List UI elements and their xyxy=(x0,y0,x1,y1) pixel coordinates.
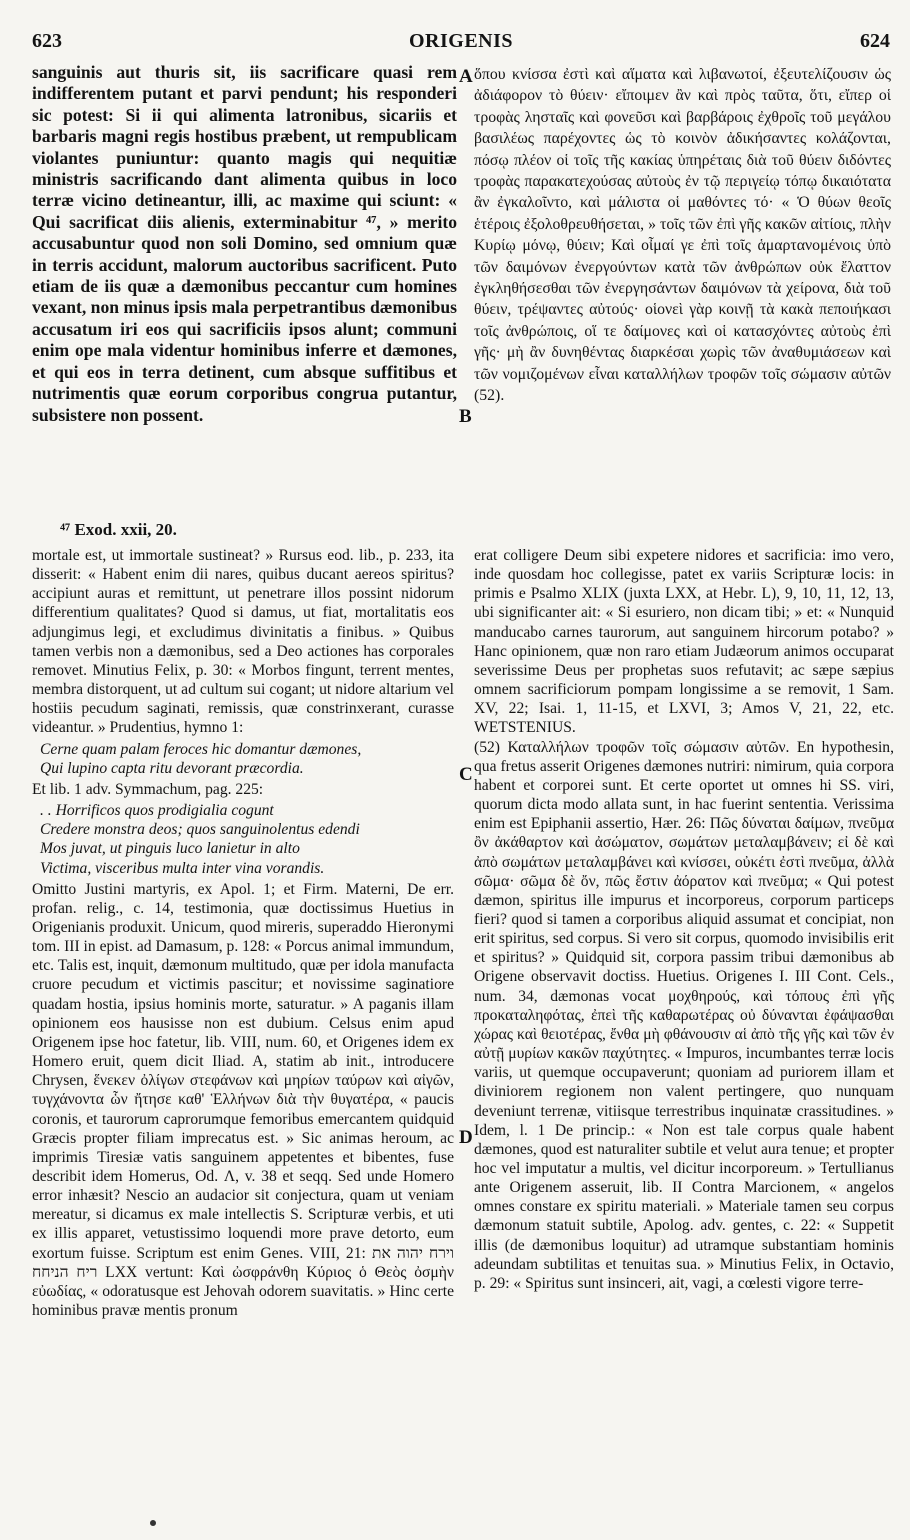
latin-main-text: sanguinis aut thuris sit, iis sacrificare quasi rem indifferentem putant et parvi pendunt; his responderi sic potest: Si ii qui alimenta latronibus, sicariis et barbaris magni regis hostibus præbent, ut rempublicam violantes puniuntur: quanto magis qui nequitiæ ministris sacrificando dant alimenta quibus in loco terræ vicino detineantur, illi, ac maxime qui sciunt: « Qui sacrificat diis alienis, exterminabitur ⁴⁷, » merito accusabuntur quod non soli Domino, sed omnium quæ in terris accidunt, malorum auctoribus sacrificent. Puto etiam de iis quæ a dæmonibus peccantur cum homines vexant, non minus ipsis mala perpetrantibus dæmonibus accusatum iri eos qui sacrificiis ipsos alunt; communi enim ope mala videntur hominibus inferre et dæmones, et qui eos in terra detinent, cum absque suffitibus et nutrimentis quæ eorum corporibus congrua putantur, subsistere non possent. xyxy=(32,62,457,425)
print-mark xyxy=(150,1520,156,1526)
poem-prudentius-1 xyxy=(32,740,454,778)
page-number-right: 624 xyxy=(860,30,890,52)
margin-marker-a: A xyxy=(459,66,473,87)
latin-main-column xyxy=(32,62,457,426)
page-number-left: 623 xyxy=(32,30,62,52)
poem-line: Cerne quam palam feroces hic domantur dæmones, xyxy=(40,740,362,758)
notes-right-column xyxy=(474,546,894,1293)
greek-main-text: ὅπου κνίσσα ἐστὶ καὶ αἵματα καὶ λιβανωτοί, ἐξευτελίζουσιν ὡς ἀδιάφορον τὸ θύειν· εἴποιμεν ἂν καὶ πρὸς ταῦτα, ὅτι, εἴπερ οἱ τροφὰς λησταῖς καὶ φονεῦσι καὶ βαρβάροις ἐχθροῖς τοῦ μεγάλου βασιλέως παρέχοντες ὡς τὸ κοινὸν ἀδικήσαντες κολάζονται, πόσῳ πλέον οἱ τοῖς τῆς κακίας ὑπηρέταις διὰ τοῦ θύειν διδόντες τροφὰς παρακατεχούσας αὐτοὺς ἐν τῷ περιγείῳ τόπῳ δικαιότατα ἂν ἐγκαλοῖντο, καὶ μάλιστα οἱ μαθόντες τό· « Ὁ θύων θεοῖς ἑτέροις ἐξολοθρευθήσεται, » τοῖς τῶν ἐπὶ γῆς κακῶν αἰτίοις, πλὴν Κυρίῳ μόνῳ, θύειν; Καὶ οἶμαί γε ἐπὶ τοῖς ἁμαρτανομένοις ὑπὸ τῶν δαιμόνων ἐνεργούντων κατὰ τῶν ἀνθρώπων οὐκ ἔλαττον ἐγκληθήσεσθαι τῶν ἐνεργησάντων δαιμόνων τὰ χείρονα, διὰ τοῦ θύειν, τρέψαντες αὐτούς· οἱονεὶ γὰρ κοινῇ τὰ κακὰ πεποιήκασι τοῖς ἀνθρώποις, οἵ τε δαίμονες καὶ οἱ κατασχόντες αὐτοὺς ἐπὶ γῆς· μὴ ἂν δυνηθέντας διαρκέσαι χωρὶς τῶν ἀναθυμιάσεων καὶ τῶν νομιζομένων εἶναι καταλλήλων τροφῶν τοῖς σώμασιν αὐτῶν (52). xyxy=(474,66,891,405)
poem-line: Victima, visceribus multa inter vina vorandis. xyxy=(40,859,325,877)
poem-prudentius-2 xyxy=(32,801,454,878)
poem-line: Qui lupino capta ritu devorant præcordia. xyxy=(40,759,304,777)
notes-left-paragraph-3: Omitto Justini martyris, ex Apol. 1; et Firm. Materni, De err. profan. relig., c. 14, testimonia, quæ doctissimus Huetius in Origenianis produxit. Unicum, quod mireris, superaddo Hieronymi tom. III in epist. ad Damasum, p. 128: « Porcus animal immundum, etc. Talis est, inquit, dæmonum multitudo, quæ per idola manufacta cruore pecudum et victimis pascitur; et novissime saginatiore quadam hostia, ipsius hominis morte, saturatur. » A paganis illam opinionem eos hausisse non est dubium. Celsus enim apud Origenem ipse hoc fatetur, lib. VIII, num. 60, et Origenes idem ex Homero eruit, quem dicit Iliad. A, statim ab init., introducere Chrysen, ἕνεκεν ὀλίγων στεφάνων καὶ μηρίων ταύρων καὶ αἰγῶν, τυγχάνοντα ὧν ἤτησε καθ' Ἑλλήνων διὰ τὴν θυγατέρα, « paucis coronis, et taurorum caprorumque femoribus emercantem quidquid Græcis propter filiam imprecatus est. » Sic animas heroum, ac imprimis Tiresiæ vatis sanguinem appetentes et bibentes, fuse describit idem Homerus, Od. Λ, v. 38 et seqq. Sed unde Homero error inhæsit? Nescio an audacior sit conjectura, quam ut veniam mereatur, si dicamus ex male intellectis S. Scripturæ verbis, et uti ex illis apparet, vetustissimo loquendi more prave detorto, eum exortum fuisse. Scriptum est enim Genes. VIII, 21: וירח יהוה את ריח הניחח LXX vertunt: Καὶ ὠσφράνθη Κύριος ὁ Θεὸς ὀσμὴν εὐωδίας, « odoratusque est Jehovah odorem suavitatis. » Hinc certe hominibus pravæ mentis pronum xyxy=(32,880,454,1320)
notes-left-column xyxy=(32,546,454,1320)
poem-line: . . Horrificos quos prodigialia cogunt xyxy=(40,802,274,820)
poem-line: Mos juvat, ut pinguis luco lanietur in alto xyxy=(40,840,300,858)
notes-right-paragraph-2: (52) Καταλλήλων τροφῶν τοῖς σώμασιν αὐτῶν. En hypothesin, qua fretus asserit Origenes dæmones nutriri: nimirum, quia corpora habent et corporei sunt. Et certe oportet ut omnes hi SS. viri, quorum dicta modo allata sunt, in hac fuerint sententia. Verissima enim est Epiphanii assertio, Hær. 26: Πῶς δύναται δαίμων, πνεῦμα ὂν ἀκάθαρτον καὶ ἀσώματον, σωμάτων μεταλαμβάνειν; εἰ δὲ καὶ ἀπὸ σωμάτων μεταλαμβάνει καὶ κνίσσει, οὐκέτι ἐστὶ πνεῦμα, ἀλλὰ σῶμα· σῶμα δὲ ὄν, πῶς ἔστιν ἀόρατον καὶ πνεῦμα; « Qui potest dæmon, spiritus ille impurus et incorporeus, corporum particeps fieri? quod si tamen a corporibus aliquid assumat et concipiat, non erit spiritus, sed corpus. Si vero sit corpus, quomodo invisibilis erit et spiritus? » Quidquid sit, corpora passim tribui dæmonibus ab Origene observavit doctiss. Huetius. Origenes I. III Cont. Cels., num. 34, dæmonas vocat μοχθηρούς, καὶ τόπους ἐπὶ γῆς προκαταληφότας, ἐπεὶ τῆς καθαρωτέρας οὐ δύνανται ἐφάψασθαι χώρας καὶ θειοτέρας, ἔνθα μὴ φθάνουσιν αἱ ἀπὸ τῆς γῆς καὶ τῶν ἐν αὐτῇ μυρίων κακῶν παχύτητες. « Impuros, incumbantes terræ locis variis, ut quemque occupaverunt; quoniam ad puriorem illam et diviniorem regionem non valent pertingere, quo nunquam deveniunt terrenæ, vitiisque terrestribus inquinatæ crassitudines. » Idem, l. 1 De princip.: « Non est tale corpus quale habent dæmones, quod est naturaliter subtile et velut aura tenue; et propter hoc vel imputatur a multis, vel dicitur incorporeum. » Tertullianus ante Origenem asseruit, lib. II Contra Marcionem, « angelos omnes constare ex spiritu materiali. » Materiale tamen seu corpus dæmonum statuit subtile, Apolog. adv. gentes, c. 22: « Suppetit illis (de dæmonibus loquitur) ad utramque substantiam hominis adeundam subtilitas et tenuitas sua. » Minutius Felix, in Octavio, p. 29: « Spiritus sunt insinceri, ait, vagi, a cœlesti vigore terre- xyxy=(474,738,894,1292)
poem-line: Credere monstra deos; quos sanguinolentus edendi xyxy=(40,821,360,839)
margin-marker-d: D xyxy=(459,1127,473,1148)
page-header xyxy=(32,30,890,56)
margin-marker-b: B xyxy=(459,406,472,427)
notes-right-paragraph-1: erat colligere Deum sibi expetere nidores et sacrificia: imo vero, inde quosdam hoc collegisse, patet ex variis Scripturæ locis: in primis e Psalmo XLIX (juxta LXX, at Hebr. L), 9, 10, 11, 12, 13, ubi significanter ait: « Si esuriero, non dicam tibi; » et: « Nunquid manducabo carnes taurorum, aut sanguinem hircorum potabo? » Hanc opinionem, quæ non raro etiam Judæorum animos occuparat severissime Deus per prophetas suos refutavit; ac sæpe sæpius omnem sacrificiorum pompam longissime a se removit, 1 Sam. XV, 22; Isai. 1, 11-15, et LXVI, 3; Amos V, 21, 22, etc. WETSTENIUS. xyxy=(474,547,894,737)
running-title: ORIGENIS xyxy=(408,30,514,52)
margin-marker-c: C xyxy=(459,764,473,785)
notes-left-paragraph-2: Et lib. 1 adv. Symmachum, pag. 225: xyxy=(32,780,264,798)
footnote: ⁴⁷ Exod. xxii, 20. xyxy=(60,520,177,539)
notes-left-paragraph-1: mortale est, ut immortale sustineat? » Rursus eod. lib., p. 233, ita disserit: « Habent enim dii nares, quibus ducant aereos spiritus? accipiunt auras et remittunt, ut penetrare illos possint nidorum differentium qualitates? Quod si damus, ut fiat, mortalitatis eos adjungimus legi, et excludimus divinitatis a finibus. » Quibus tamen verbis non a dæmonibus, sed a Deo actiones has corporales removet. Minutius Felix, p. 30: « Morbos fingunt, terrent mentes, membra distorquent, ut ad cultum sui cogant; ut nidore altarium vel hostiis pecudum saginati, remissis, quæ constrinxerant, curasse videantur. » Prudentius, hymno 1: xyxy=(32,547,454,737)
greek-main-column xyxy=(474,64,891,407)
